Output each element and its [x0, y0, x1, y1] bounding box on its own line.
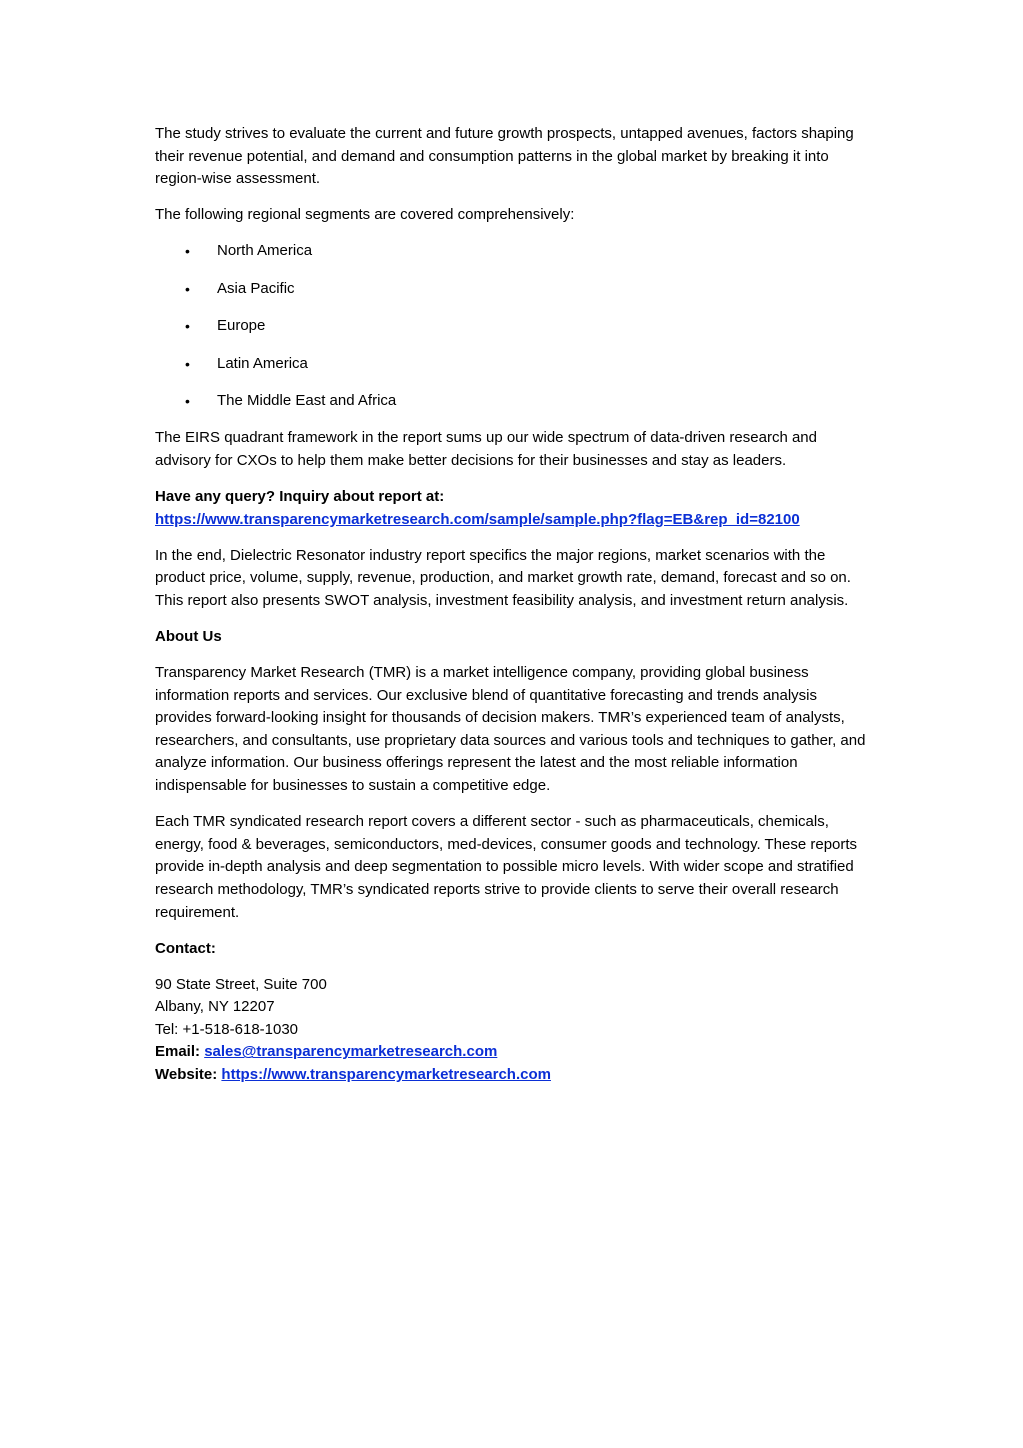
website-label: Website: [155, 1066, 218, 1084]
bullet-icon: • [185, 280, 190, 297]
about-paragraph-1: Transparency Market Research (TMR) is a market intelligence company, providing global business information reports and services. Our exclusive blend of quantitative forecasting and trends analysis provides forward-looking insight for thousands of decision makers. TMR’s experienced team of analysts, researchers, and consultants, use proprietary data sources and various tools and techniques to gather, and analyze information. Our business offerings represent the latest and the most reliable information indispensable for businesses to sustain a competitive edge. [155, 664, 866, 795]
query-heading: Have any query? Inquiry about report at: [155, 488, 445, 506]
bullet-icon: • [185, 318, 190, 335]
bullet-icon: • [185, 243, 190, 260]
email-line [155, 1041, 870, 1064]
address-line-1: 90 State Street, Suite 700 [155, 975, 327, 993]
about-heading: About Us [155, 627, 222, 645]
list-item [155, 315, 870, 338]
contact-block [155, 974, 870, 1087]
telephone: Tel: +1-518-618-1030 [155, 1020, 299, 1038]
list-item [155, 240, 870, 263]
regions-list [155, 240, 870, 412]
eirs-paragraph: The EIRS quadrant framework in the report sums up our wide spectrum of data-driven research and advisory for CXOs to help them make better decisions for their businesses and stay as leaders. [155, 429, 817, 469]
region-label: The Middle East and Africa [217, 391, 397, 409]
region-label: North America [217, 242, 313, 260]
website-line [155, 1064, 870, 1087]
document-page [155, 123, 870, 1087]
list-item [155, 353, 870, 376]
website-link[interactable]: https://www.transparencymarketresearch.com [221, 1066, 551, 1084]
bullet-icon: • [185, 392, 190, 409]
email-label: Email: [155, 1043, 201, 1061]
about-paragraph-2: Each TMR syndicated research report covers a different sector - such as pharmaceuticals, chemicals, energy, food & beverages, semiconductors, med-devices, consumer goods and technology. These reports provide in-depth analysis and deep segmentation to possible micro levels. With wider scope and stratified research methodology, TMR’s syndicated reports strive to provide clients to serve their overall research requirement. [155, 813, 858, 921]
report-sample-link[interactable]: https://www.transparencymarketresearch.com/sample/sample.php?flag=EB&rep_id=82100 [155, 510, 800, 528]
bullet-icon: • [185, 355, 190, 372]
conclusion-paragraph: In the end, Dielectric Resonator industry report specifics the major regions, market scenarios with the product price, volume, supply, revenue, production, and market growth rate, demand, forecast and so on. This report also presents SWOT analysis, investment feasibility analysis, and investment return analysis. [155, 546, 851, 609]
email-link[interactable]: sales@transparencymarketresearch.com [204, 1043, 498, 1061]
regions-intro: The following regional segments are covered comprehensively: [155, 206, 575, 224]
query-block [155, 486, 870, 531]
region-label: Asia Pacific [217, 279, 295, 297]
list-item [155, 278, 870, 301]
address-line-2: Albany, NY 12207 [155, 998, 275, 1016]
contact-heading: Contact: [155, 939, 216, 957]
list-item [155, 390, 870, 413]
region-label: Europe [217, 317, 266, 335]
region-label: Latin America [217, 354, 308, 372]
intro-paragraph: The study strives to evaluate the current and future growth prospects, untapped avenues, factors shaping their revenue potential, and demand and consumption patterns in the global market by breaking it into region-wise assessment. [155, 125, 854, 188]
